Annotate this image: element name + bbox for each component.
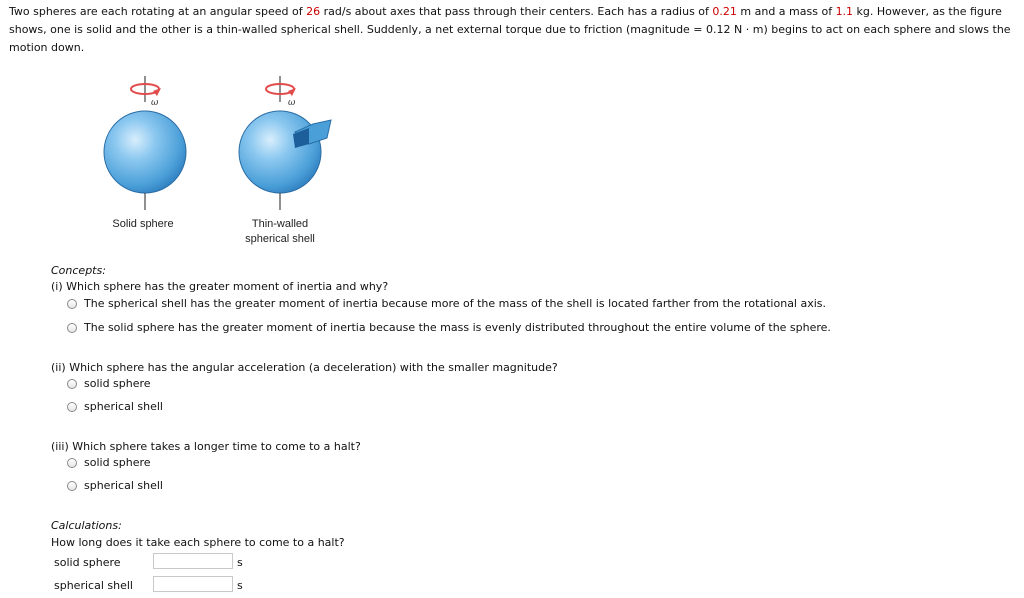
radio-button[interactable] (67, 299, 77, 309)
radius-value: 0.21 (712, 5, 737, 18)
question-3: (iii) Which sphere takes a longer time to come to a halt? (51, 440, 361, 453)
radio-button[interactable] (67, 402, 77, 412)
q2-option-1[interactable] (67, 377, 151, 390)
option-label: solid sphere (84, 456, 151, 469)
omega-label: ω (151, 98, 159, 108)
calculations-label: Calculations: (51, 519, 122, 532)
q3-option-1[interactable] (67, 456, 151, 469)
solid-sphere-time-label: solid sphere (54, 556, 121, 569)
shell-time-label: spherical shell (54, 579, 133, 592)
q1-option-2[interactable] (67, 321, 831, 334)
option-label: spherical shell (84, 479, 163, 492)
problem-statement (9, 3, 1015, 57)
q1-option-1[interactable] (67, 297, 826, 310)
shell-caption-line2: spherical shell (245, 233, 315, 245)
option-label: solid sphere (84, 377, 151, 390)
rotation-arrow-icon (288, 88, 296, 96)
problem-text: Two spheres are each rotating at an angular speed of (9, 5, 307, 18)
option-label: spherical shell (84, 400, 163, 413)
question-2: (ii) Which sphere has the angular acceleration (a deceleration) with the smaller magnitude? (51, 361, 558, 374)
solid-sphere (104, 76, 186, 210)
concepts-label: Concepts: (51, 264, 106, 277)
rotation-arrow-icon (153, 88, 161, 96)
calculations-question: How long does it take each sphere to come to a halt? (51, 536, 345, 549)
mass-value: 1.1 (835, 5, 854, 18)
problem-text: kg. However, as the figure shows, one is solid and the other is a thin-walled spherical shell. Suddenly, a net external torque due to friction (magnitude = 0.12 N · m) begins to act on each sphere and slows the motion down. (9, 5, 1011, 54)
radio-button[interactable] (67, 379, 77, 389)
omega-label: ω (288, 98, 296, 108)
shell-time-input[interactable] (153, 576, 233, 592)
spheres-figure (95, 68, 350, 250)
solid-sphere-time-unit: s (237, 556, 243, 569)
problem-text: rad/s about axes that pass through their centers. Each has a radius of (320, 5, 713, 18)
shell-time-unit: s (237, 579, 243, 592)
question-1: (i) Which sphere has the greater moment of inertia and why? (51, 280, 389, 293)
solid-sphere-time-input[interactable] (153, 553, 233, 569)
q3-option-2[interactable] (67, 479, 163, 492)
option-label: The spherical shell has the greater moment of inertia because more of the mass of the shell is located farther from the rotational axis. (84, 297, 827, 310)
radio-button[interactable] (67, 481, 77, 491)
option-label: The solid sphere has the greater moment of inertia because the mass is evenly distributed throughout the entire volume of the sphere. (84, 321, 831, 334)
q2-option-2[interactable] (67, 400, 163, 413)
angular-speed-value: 26 (306, 5, 321, 18)
spherical-shell (239, 76, 331, 210)
problem-text: m and a mass of (736, 5, 836, 18)
shell-caption-line1: Thin-walled (251, 218, 309, 230)
solid-sphere-caption: Solid sphere (112, 218, 174, 230)
radio-button[interactable] (67, 323, 77, 333)
radio-button[interactable] (67, 458, 77, 468)
